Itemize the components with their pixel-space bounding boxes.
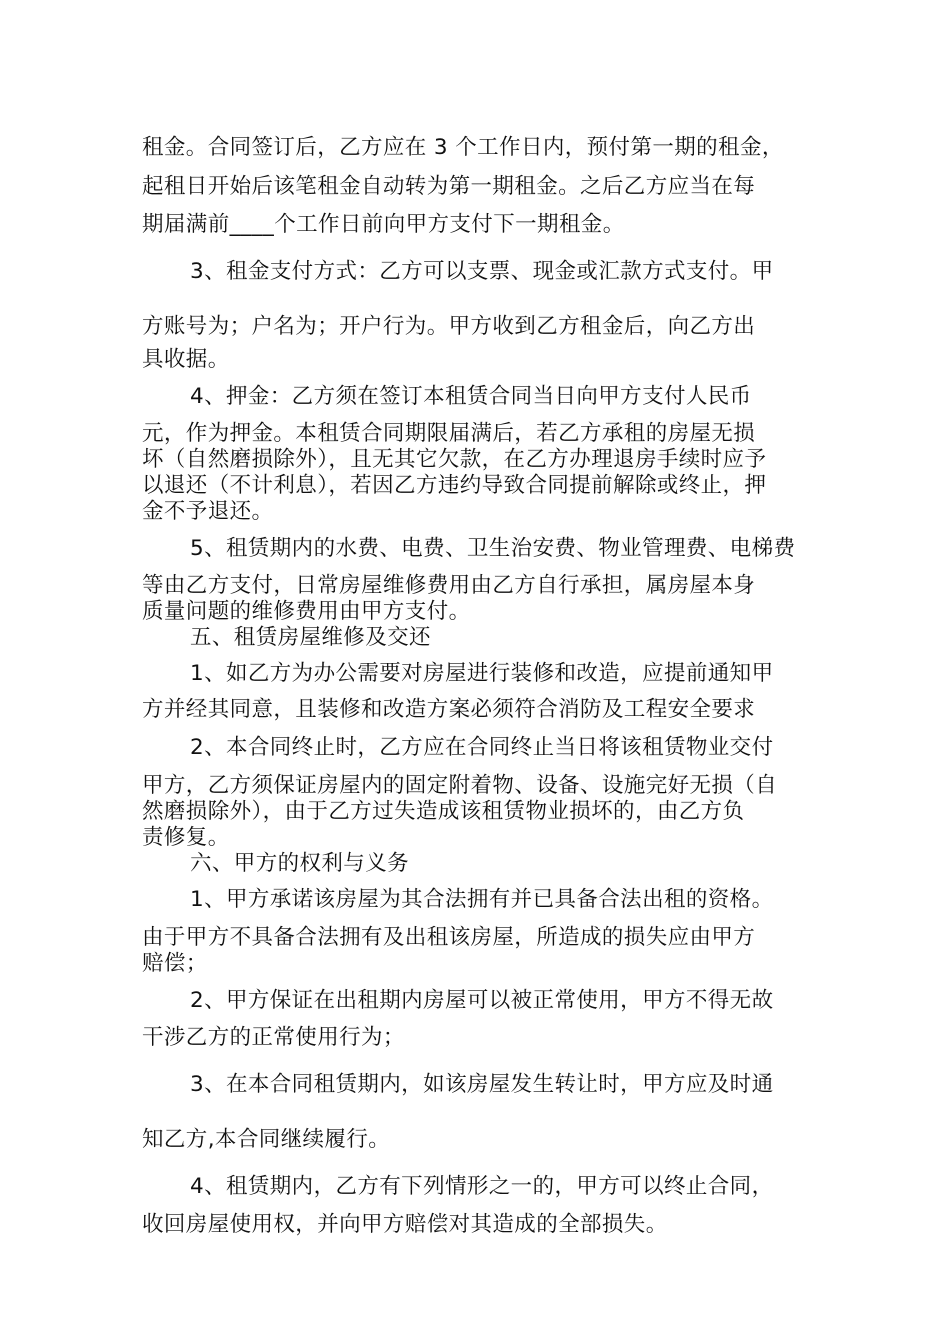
text-line: 3、租金支付方式：乙方可以支票、现金或汇款方式支付。甲 xyxy=(190,259,774,284)
text-line: 具收据。 xyxy=(142,347,230,372)
text-line: 甲方，乙方须保证房屋内的固定附着物、设备、设施完好无损（自 xyxy=(142,773,778,798)
section-heading: 六、甲方的权利与义务 xyxy=(190,851,410,876)
text-line: 3、在本合同租赁期内，如该房屋发生转让时，甲方应及时通 xyxy=(190,1072,774,1097)
text-line: 以退还（不计利息），若因乙方违约导致合同提前解除或终止，押 xyxy=(142,473,767,498)
text-line: 干涉乙方的正常使用行为； xyxy=(142,1025,405,1050)
text-line: 租金。合同签订后，乙方应在 3 个工作日内，预付第一期的租金， xyxy=(142,135,784,160)
section-heading: 五、租赁房屋维修及交还 xyxy=(190,625,431,650)
text-line: 质量问题的维修费用由甲方支付。 xyxy=(142,599,471,624)
text-line: 然磨损除外），由于乙方过失造成该租赁物业损坏的，由乙方负 xyxy=(142,799,745,824)
text-line: 由于甲方不具备合法拥有及出租该房屋，所造成的损失应由甲方 xyxy=(142,925,756,950)
text-line: 方并经其同意，且装修和改造方案必须符合消防及工程安全要求 xyxy=(142,697,756,722)
text-line: 起租日开始后该笔租金自动转为第一期租金。之后乙方应当在每 xyxy=(142,174,756,199)
text-line: 等由乙方支付，日常房屋维修费用由乙方自行承担，属房屋本身 xyxy=(142,573,756,598)
text-line: 4、租赁期内，乙方有下列情形之一的，甲方可以终止合同， xyxy=(190,1174,774,1199)
text-line: 2、甲方保证在出租期内房屋可以被正常使用，甲方不得无故 xyxy=(190,988,774,1013)
text-line: 金不予退还。 xyxy=(142,499,274,524)
text-line: 2、本合同终止时，乙方应在合同终止当日将该租赁物业交付 xyxy=(190,735,774,760)
text-line: 收回房屋使用权，并向甲方赔偿对其造成的全部损失。 xyxy=(142,1212,668,1237)
text-line: 知乙方,本合同继续履行。 xyxy=(142,1127,391,1152)
text-line: 方账号为；户名为；开户行为。甲方收到乙方租金后，向乙方出 xyxy=(142,314,756,339)
text-line: 1、甲方承诺该房屋为其合法拥有并已具备合法出租的资格。 xyxy=(190,887,774,912)
text-line: 1、如乙方为办公需要对房屋进行装修和改造，应提前通知甲 xyxy=(190,661,774,686)
text-line: 坏（自然磨损除外），且无其它欠款，在乙方办理退房手续时应予 xyxy=(142,447,767,472)
text-line: 5、租赁期内的水费、电费、卫生治安费、物业管理费、电梯费 xyxy=(190,536,796,561)
text-line: 责修复。 xyxy=(142,825,230,850)
text-line: 4、押金：乙方须在签订本租赁合同当日向甲方支付人民币 xyxy=(190,384,752,409)
text-line: 赔偿； xyxy=(142,951,208,976)
text-line: 元，作为押金。本租赁合同期限届满后，若乙方承租的房屋无损 xyxy=(142,421,756,446)
text-line: 期届满前____个工作日前向甲方支付下一期租金。 xyxy=(142,212,625,237)
